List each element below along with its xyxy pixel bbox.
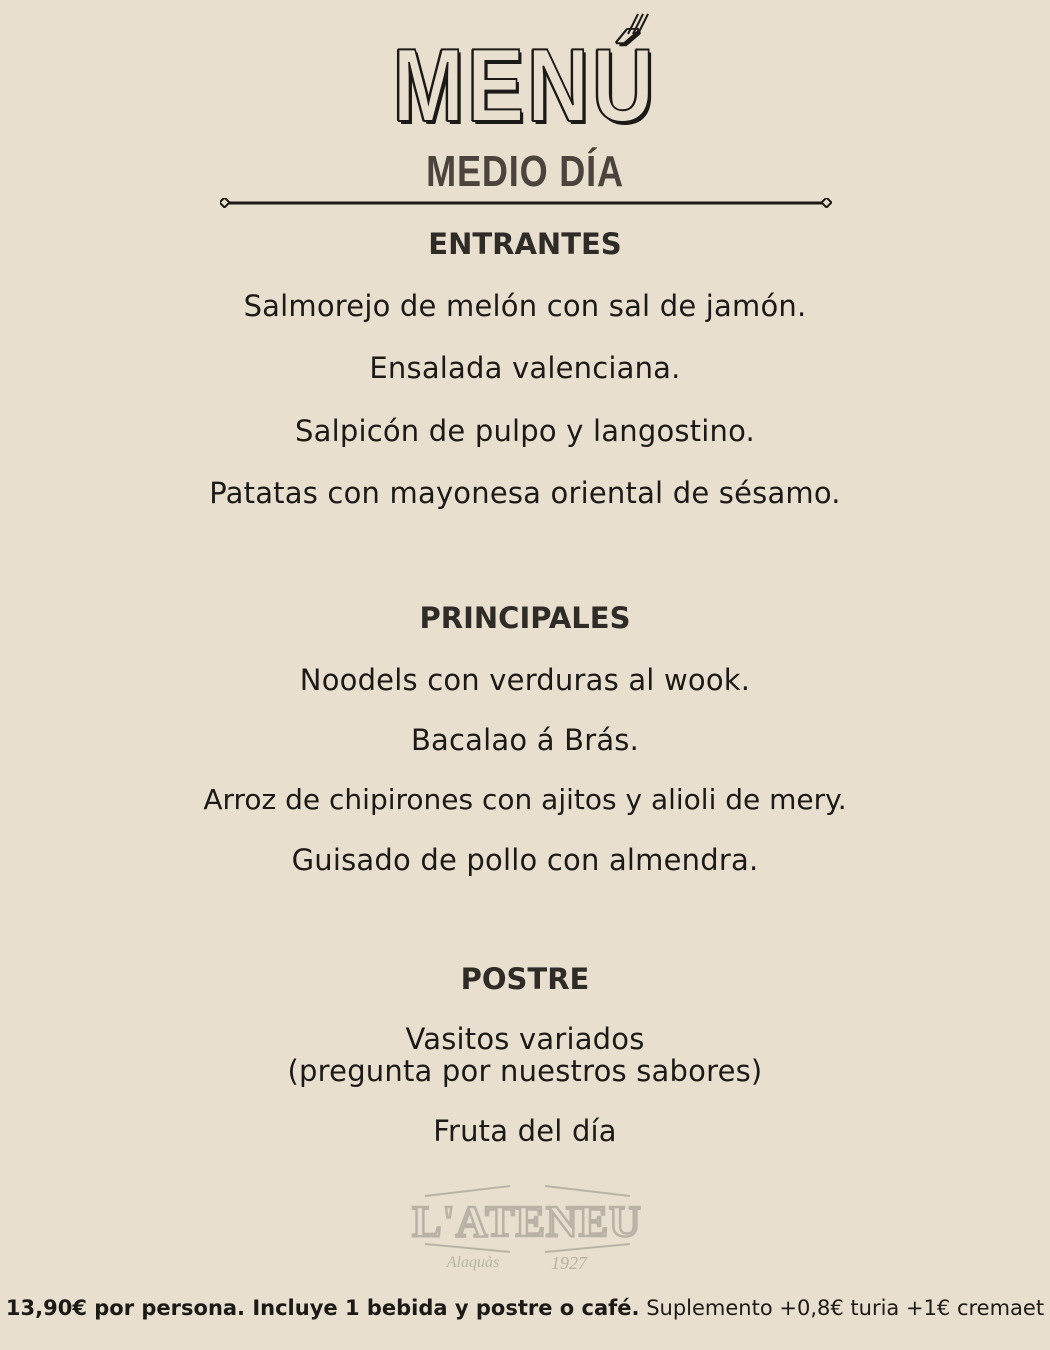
section-title-principales: PRINCIPALES (419, 601, 631, 635)
menu-subtitle: MEDIO DÍA (426, 147, 624, 196)
menu-item: Patatas con mayonesa oriental de sésamo. (209, 476, 841, 510)
accent-mark-icon (624, 12, 650, 36)
menu-item: Noodels con verduras al wook. (299, 663, 751, 697)
section-title-entrantes: ENTRANTES (428, 227, 622, 261)
menu-item: (pregunta por nuestros sabores) (287, 1054, 763, 1088)
supplement-text: Suplemento +0,8€ turia +1€ cremaet (646, 1296, 1045, 1320)
section-title-postre: POSTRE (460, 962, 590, 996)
menu-item: Salpicón de pulpo y langostino. (295, 414, 755, 448)
menu-item: Salmorejo de melón con sal de jamón. (243, 289, 807, 323)
menu-item: Ensalada valenciana. (369, 351, 681, 385)
logo-name: L'ATENEU (412, 1197, 642, 1246)
footer-price-line (0, 1293, 1050, 1323)
menu-item: Bacalao á Brás. (410, 723, 640, 757)
menu-item: Fruta del día (433, 1114, 617, 1148)
logo-place: Alaquàs (446, 1254, 500, 1271)
menu-item: Arroz de chipirones con ajitos y alioli de mery. (203, 783, 847, 816)
ateneu-logo (385, 1178, 670, 1278)
menu-item: Vasitos variados (405, 1022, 645, 1056)
menu-item: Guisado de pollo con almendra. (291, 843, 759, 877)
price-text: 13,90€ por persona. Incluye 1 bebida y postre o café. (5, 1296, 640, 1320)
logo-year: 1927 (551, 1253, 587, 1273)
divider-rule (220, 198, 832, 208)
menu-title: MENÚ (392, 28, 658, 144)
